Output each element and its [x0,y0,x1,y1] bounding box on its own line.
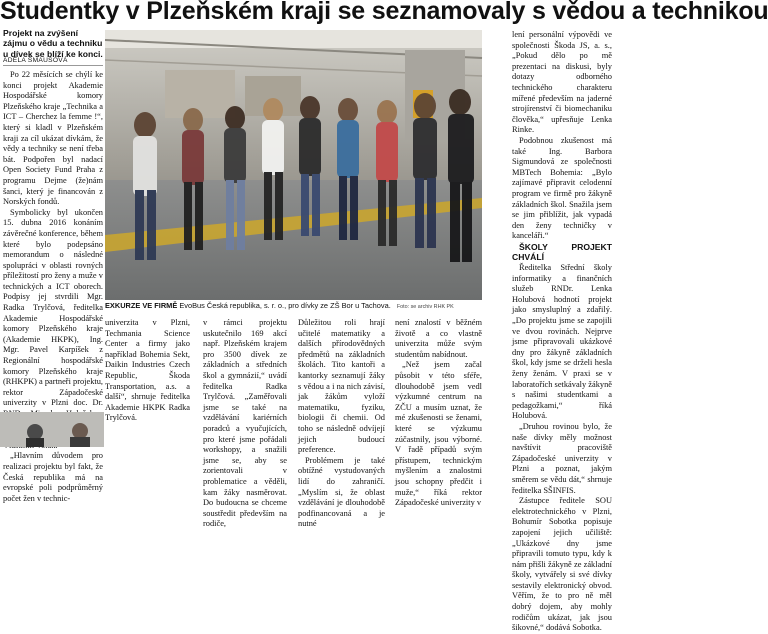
body-paragraph: univerzita v Plzni, Techmania Science Center a firmy jako například Bohemia Sekt, Daikin Industries Czech Republic, Škoda Transportation, a.s. a další“, shrnuje ředitelka Akademie HKPK Radka Trylčová. [105,318,190,423]
body-paragraph: „Hlavním důvodem pro realizaci projektu byl fakt, že Česká republika má na evropské poli podprůměrný počet žen v technic- [3,451,103,503]
article-photo [105,30,482,300]
body-paragraph: Problémem je také obtížné vystudovaných lidí do zahraničí. „Myslím si, že oblast vzdělávání je dlouhodobě podfinancovaná a je nutné [298,455,385,529]
body-paragraph: Po 22 měsících se chýlí ke konci projekt Akademie Hospodářské komory Plzeňského kraje „Technika a ICT – Cherchez la femme !“, který si kladl v Plzeňském kraji za cíl ukázat dívkám, že vědy a techniky se není třeba bát. Podpořen byl nadací Open Society Fund Praha z programu Dejme (že)nám šanci, který je financován z Norských fondů. [3,70,103,207]
caption-label: EXKURZE VE FIRMĚ [105,301,178,310]
body-paragraph: „Druhou rovinou bylo, že naše dívky měly možnost navštívit pracoviště Západočeské univerzity v Plzni a poznat, jakým směrem se vědu dát,“ shrnuje ředitelka SŠINFIS. [512,421,612,495]
headline: Studentky v Plzeňském kraji se seznamovaly s vědou a technikou [0,0,768,25]
body-paragraph: Důležitou roli hrají učitelé matematiky a dalších přírodovědných předmětů na základních školách. Tito kantoři a kantorky seznamují žáky s vědou a i na nich závisí, jak žákům vyloží matematiku, fyziku, biologii či chemii. Od toho se následně odvíjejí jejich budoucí preference. [298,318,385,455]
article-column-6 [512,30,612,633]
article-column-2 [105,318,190,447]
body-paragraph: v rámci projektu uskutečnilo 169 akcí např. Plzeňském krajem pro 3500 dívek ze základních a středních škol a gymnázií,“ uvádí ředitelka Radka Trylčová. „Zaměřovali jsme se také na vzdělávání kariérních poradců a vyučujících, pro které jsme pořádali workshopy, a snažili jsme se, aby se zorientovali v problematice a věděli, kam žáky nasměrovat. Do budoucna se chceme soustředit především na rodiče, [203,318,287,529]
article-column-3 [203,318,287,529]
body-paragraph: Ředitelka Střední školy informatiky a finančních služeb RNDr. Lenka Holubová hodnotí projekt jako smysluplný a zdařilý. „Do projektu jsme se zapojili ve dvou rovinách. Nejprve jsme připravovali ukázkové dny pro žákyně základních škol, kdy jsme se drželi hesla ženy ženám. V praxi se v laboratořích setkávaly žákyně s našimi studentkami a pedagožkami,“ říká Holubová. [512,263,612,421]
body-paragraph: Zástupce ředitele SOU elektrotechnického v Plzni, Bohumír Sobotka popisuje zapojení jejich učiliště: „Ukázkové dny jsme připravili tomuto typu, kdy k nám přišli žákyně ze základní školy, vytvářely si své dívky sestavily elektronický obvod. Věřím, že to pro ně měl dobrý dojem, aby mohly rodičům ukázat, jak jsou šikovné,“ dodává Sobotka. [512,496,612,633]
body-paragraph: lení personální výpovědi ve společnosti Škoda JS, a. s., „Pokud dělo po mě prezentaci na diskusi, byly dotazy odborného technického charakteru mířené především na jaderné strojírenství či biomechaniku člověka,“ upřesňuje Lenka Rinke. [512,30,612,135]
photo-caption [105,301,485,312]
article-column-5 [395,318,482,508]
body-paragraph: Podobnou zkušenost má také Ing. Barbora Sigmundová ze společnosti MBTech Bohemia: „Bylo zajímavé připravit celodenní program ve firmě pro žákyně základních škol. Snažila jsem se jim přiblížit, jak vypadá den ženy techničky v kanceláři.“ [512,135,612,241]
section-subheading: ŠKOLY PROJEKT CHVÁLÍ [512,241,612,263]
lead-paragraph: Projekt na zvýšení zájmu o vědu a techniku u dívek se blíží ke konci. [3,28,103,59]
body-paragraph: není znalostí v běžném životě a co vlastně univerzita může svým studentům nabídnout. [395,318,482,359]
article-column-1 [3,70,104,503]
bottom-photo-thumbnail [0,412,104,447]
body-paragraph: „Než jsem začal působit v této sféře, dlouhodobě jsem vedl výzkumné centrum na ZČU a musím uznat, že mé zkušenosti se ženami, které se výzkumu zúčastnily, jsou výborné. V řadě případů svým přístupem, technickým myšlením a znalostmi jsou schopny předčit i muže,“ říká rektor Západočeské univerzity v [395,360,482,508]
body-paragraph: Symbolicky byl ukončen 15. dubna 2016 konáním závěrečné konference, během které bylo podepsáno memorandum o následné spolupráci v oblasti rovných příležitostí pro ženy a muže v technických a ICT oborech. Podpisy jej stvrdili Mgr. Radka Trylčová, ředitelka Akademie Hospodářské komory Plzeňského kraje (Akademie HKPK), Ing. Mgr. Pavel Karpíšek z Regionální hospodářské komory Plzeňského kraje (RHKPK) a partneři projektu, rektor Západočeské univerzity v Plzni doc. Dr. [3,207,104,408]
author-byline: ADÉLA ŠMAUSOVÁ [3,57,103,66]
photo-credit: Foto: se archiv RHK PK [396,304,454,310]
article-column-4 [298,318,385,529]
caption-text: EvoBus Česká republika, s. r. o., pro dívky ze ZŠ Bor u Tachova. [179,301,391,310]
